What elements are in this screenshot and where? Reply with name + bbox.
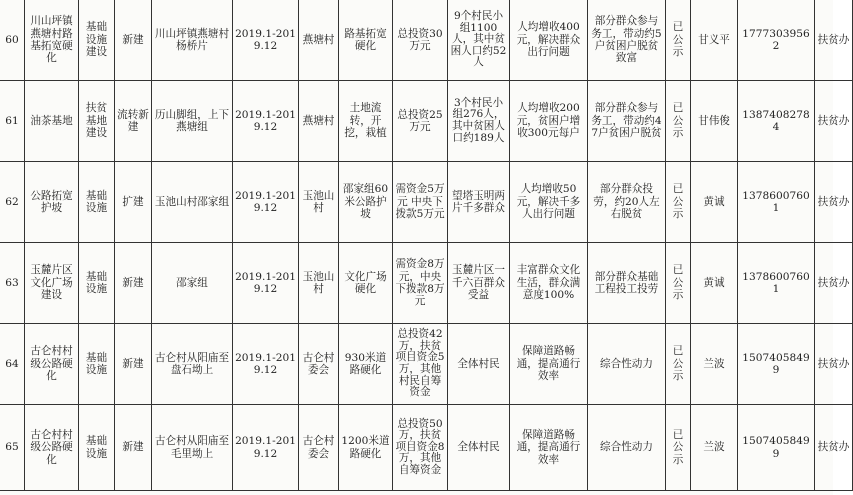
implementing-unit: 古仑村委会 xyxy=(299,405,339,491)
project-nature: 新建 xyxy=(115,0,152,81)
contact-phone: 13874082784 xyxy=(738,81,815,162)
beneficiary-scope: 3个村民小组276人，其中贫困人口约189人 xyxy=(448,81,510,162)
responsible-dept: 扶贫办 xyxy=(815,243,853,324)
row-number: 61 xyxy=(0,81,25,162)
construction-content: 邵家组60米公路护坡 xyxy=(339,162,393,243)
project-name: 玉麓片区文化广场建设 xyxy=(25,243,79,324)
project-category: 基础设施建设 xyxy=(79,0,115,81)
project-period: 2019.1-2019.12 xyxy=(233,81,299,162)
project-category: 基础设施 xyxy=(79,162,115,243)
implementing-unit: 燕塘村 xyxy=(299,0,339,81)
fund-scale: 需资金5万元 中央下拨款5万元 xyxy=(393,162,448,243)
project-category: 基础设施 xyxy=(79,405,115,491)
beneficiary-scope: 全体村民 xyxy=(448,405,510,491)
implementing-unit: 玉池山村 xyxy=(299,243,339,324)
project-name: 油茶基地 xyxy=(25,81,79,162)
beneficiary-scope: 全体村民 xyxy=(448,324,510,405)
benefit-mechanism: 部分群众参与务工，带动约47户贫困户脱贫 xyxy=(588,81,666,162)
row-number: 63 xyxy=(0,243,25,324)
project-period: 2019.1-2019.12 xyxy=(233,243,299,324)
expected-effect: 人均增收200元，贫困户增收300元每户 xyxy=(510,81,588,162)
project-category: 扶贫基地建设 xyxy=(79,81,115,162)
responsible-dept: 扶贫办 xyxy=(815,81,853,162)
project-name: 公路拓宽护坡 xyxy=(25,162,79,243)
project-name: 川山坪镇燕塘村路基拓宽硬化 xyxy=(25,0,79,81)
publicity-status: 已公示 xyxy=(666,324,691,405)
project-name: 古仑村村级公路硬化 xyxy=(25,324,79,405)
project-location: 川山坪镇燕塘村杨桥片 xyxy=(152,0,233,81)
construction-content: 路基拓宽硬化 xyxy=(339,0,393,81)
project-period: 2019.1-2019.12 xyxy=(233,0,299,81)
responsible-dept: 扶贫办 xyxy=(815,0,853,81)
construction-content: 文化广场硬化 xyxy=(339,243,393,324)
project-location: 玉池山村邵家组 xyxy=(152,162,233,243)
project-nature: 扩建 xyxy=(115,162,152,243)
table-row xyxy=(0,405,853,491)
contact-phone: 13786007601 xyxy=(738,162,815,243)
benefit-mechanism: 综合性动力 xyxy=(588,324,666,405)
project-location: 古仑村从阳庙至毛里坳上 xyxy=(152,405,233,491)
expected-effect: 保障道路畅通，提高通行效率 xyxy=(510,324,588,405)
project-location: 古仑村从阳庙至盘石坳上 xyxy=(152,324,233,405)
row-number: 60 xyxy=(0,0,25,81)
project-location: 历山脚组，上下燕塘组 xyxy=(152,81,233,162)
expected-effect: 人均增收400元，解决群众出行问题 xyxy=(510,0,588,81)
beneficiary-scope: 9个村民小组1100人，其中贫困人口约52人 xyxy=(448,0,510,81)
project-nature: 新建 xyxy=(115,405,152,491)
table-row xyxy=(0,162,853,243)
publicity-status: 已公示 xyxy=(666,405,691,491)
fund-scale: 总投资30万元 xyxy=(393,0,448,81)
implementing-unit: 玉池山村 xyxy=(299,162,339,243)
fund-scale: 总投资42万，扶贫项目资金5万，其他村民自筹资金 xyxy=(393,324,448,405)
fund-scale: 总投资25万元 xyxy=(393,81,448,162)
responsible-dept: 扶贫办 xyxy=(815,324,853,405)
contact-phone: 13786007601 xyxy=(738,243,815,324)
table-row xyxy=(0,81,853,162)
benefit-mechanism: 综合性动力 xyxy=(588,405,666,491)
benefit-mechanism: 部分群众投劳，约20人左右脱贫 xyxy=(588,162,666,243)
row-number: 64 xyxy=(0,324,25,405)
responsible-dept: 扶贫办 xyxy=(815,162,853,243)
contact-person: 兰波 xyxy=(691,324,738,405)
construction-content: 1200米道路硬化 xyxy=(339,405,393,491)
contact-person: 甘伟俊 xyxy=(691,81,738,162)
implementing-unit: 古仑村委会 xyxy=(299,324,339,405)
contact-person: 兰波 xyxy=(691,405,738,491)
contact-phone: 17773039562 xyxy=(738,0,815,81)
benefit-mechanism: 部分群众基础工程投工投劳 xyxy=(588,243,666,324)
contact-phone: 15074058499 xyxy=(738,405,815,491)
responsible-dept: 扶贫办 xyxy=(815,405,853,491)
project-nature: 新建 xyxy=(115,243,152,324)
project-period: 2019.1-2019.12 xyxy=(233,405,299,491)
project-location: 邵家组 xyxy=(152,243,233,324)
publicity-status: 已公示 xyxy=(666,0,691,81)
benefit-mechanism: 部分群众参与务工，带动约5户贫困户脱贫致富 xyxy=(588,0,666,81)
project-category: 基础设施 xyxy=(79,243,115,324)
project-name: 古仑村村级公路硬化 xyxy=(25,405,79,491)
construction-content: 土地流转，开挖，栽植 xyxy=(339,81,393,162)
publicity-status: 已公示 xyxy=(666,81,691,162)
project-nature: 流转新建 xyxy=(115,81,152,162)
contact-person: 黄诚 xyxy=(691,162,738,243)
project-category: 基础设施 xyxy=(79,324,115,405)
project-period: 2019.1-2019.12 xyxy=(233,162,299,243)
contact-phone: 15074058499 xyxy=(738,324,815,405)
expected-effect: 保障道路畅通，提高通行效率 xyxy=(510,405,588,491)
row-number: 62 xyxy=(0,162,25,243)
project-nature: 新建 xyxy=(115,324,152,405)
expected-effect: 丰富群众文化生活，群众满意度100% xyxy=(510,243,588,324)
table-row xyxy=(0,324,853,405)
implementing-unit: 燕塘村 xyxy=(299,81,339,162)
publicity-status: 已公示 xyxy=(666,162,691,243)
expected-effect: 人均增收50元，解决千多人出行问题 xyxy=(510,162,588,243)
fund-scale: 总投资50万，扶贫项目资金8万，其他自筹资金 xyxy=(393,405,448,491)
construction-content: 930米道路硬化 xyxy=(339,324,393,405)
table-row xyxy=(0,0,853,81)
table-row xyxy=(0,243,853,324)
fund-scale: 需资金8万元，中央下拨款8万元 xyxy=(393,243,448,324)
beneficiary-scope: 望塔玉明两片千多群众 xyxy=(448,162,510,243)
project-period: 2019.1-2019.12 xyxy=(233,324,299,405)
publicity-status: 已公示 xyxy=(666,243,691,324)
row-number: 65 xyxy=(0,405,25,491)
beneficiary-scope: 玉麓片区一千六百群众受益 xyxy=(448,243,510,324)
contact-person: 甘义平 xyxy=(691,0,738,81)
contact-person: 黄诚 xyxy=(691,243,738,324)
